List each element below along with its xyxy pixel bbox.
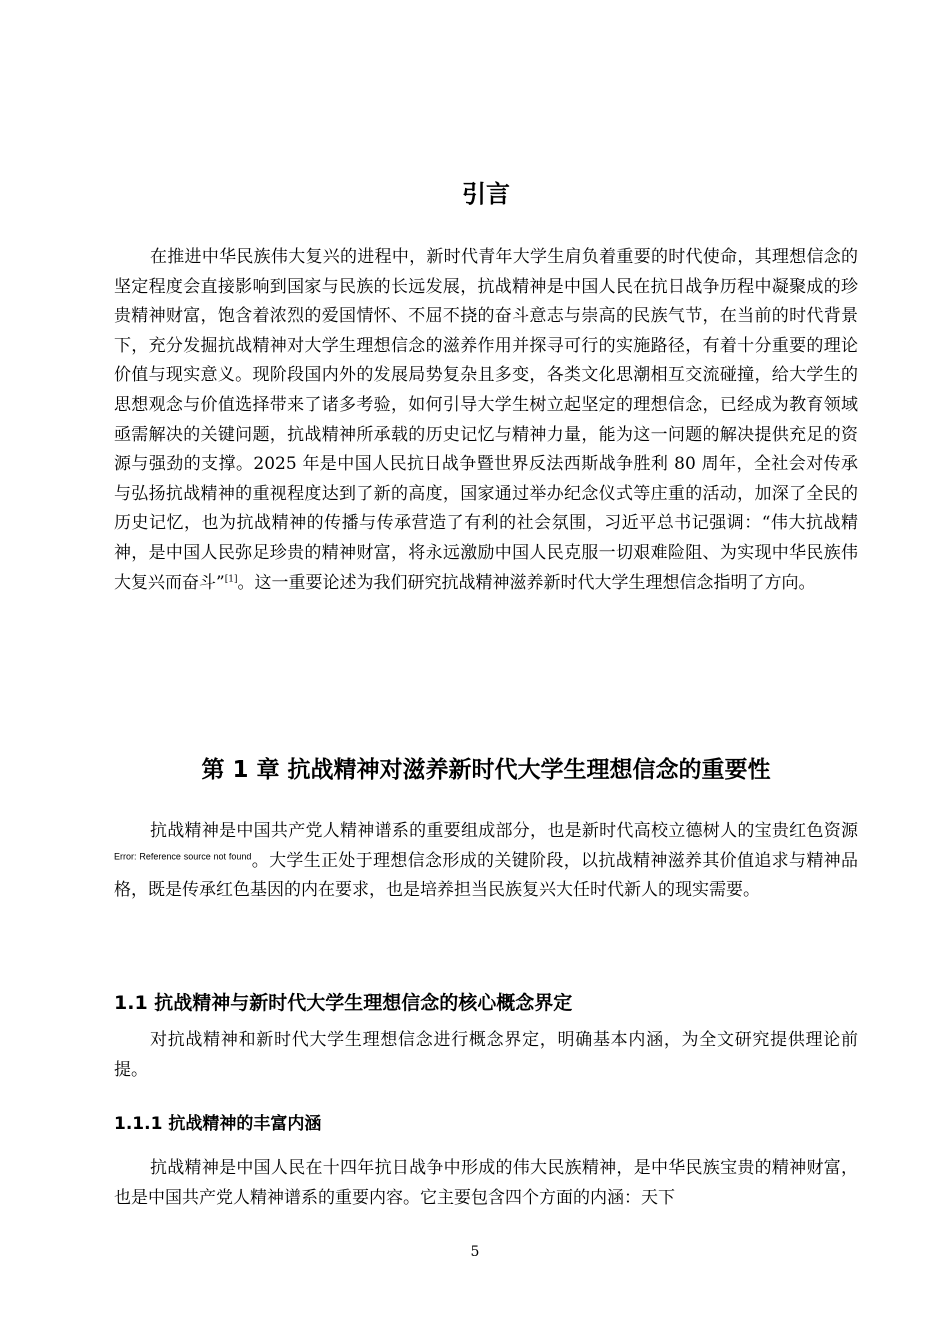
- intro-text: 在推进中华民族伟大复兴的进程中，新时代青年大学生肩负着重要的时代使命，其理想信念的坚定程度会直接影响到国家与民族的长远发展，抗战精神是中国人民在抗日战争历程中凝聚成的珍贵精神财富，饱含着浓烈的爱国情怀、不屈不挠的奋斗意志与崇高的民族气节，在当前的时代背景下，充分发掘抗战精神对大学生理想信念的滋养作用并探寻可行的实施路径，有着十分重要的理论价值与现实意义。现阶段国内外的发展局势复杂且多变，各类文化思潮相互交流碰撞，给大学生的思想观念与价值选择带来了诸多考验，如何引导大学生树立起坚定的理想信念，已经成为教育领域亟需解决的关键问题，抗战精神所承载的历史记忆与精神力量，能为这一问题的解决提供充足的资源与强劲的支撑。2025 年是中国人民抗日战争暨世界反法西斯战争胜利 80 周年，全社会对传承与弘扬抗战精神的重视程度达到了新的高度，国家通过举办纪念仪式等庄重的活动，加深了全民的历史记忆，也为抗战精神的传播与传承营造了有利的社会氛围，习近平总书记强调：“伟大抗战精神，是中国人民弥足珍贵的精神财富，将永远激励中国人民克服一切艰难险阻、为实现中华民族伟大复兴而奋斗”: [114, 247, 858, 593]
- citation-mark: [1]: [224, 573, 238, 584]
- error-reference: Error: Reference source not found: [114, 850, 252, 861]
- section-body: [114, 1026, 858, 1085]
- intro-paragraph: [114, 243, 858, 598]
- subsection-title: 1.1.1 抗战精神的丰富内涵: [114, 1114, 322, 1134]
- subsection-heading-block: [114, 1112, 858, 1136]
- subsection-paragraph: 抗战精神是中国人民在十四年抗日战争中形成的伟大民族精神，是中华民族宝贵的精神财富，也是中国共产党人精神谱系的重要内容。它主要包含四个方面的内涵：天下: [114, 1158, 858, 1208]
- intro-title: 引言: [462, 180, 510, 208]
- chapter-text-end: 。大学生正处于理想信念形成的关键阶段，以抗战精神滋养其价值追求与精神品格，既是传承红色基因的内在要求，也是培养担当民族复兴大任时代新人的现实需要。: [114, 850, 859, 901]
- page-number: 5: [470, 1244, 480, 1260]
- section-title: 1.1 抗战精神与新时代大学生理想信念的核心概念界定: [114, 992, 573, 1014]
- chapter-body: [114, 817, 858, 906]
- intro-heading-block: [114, 178, 858, 210]
- section-heading-block: [114, 990, 858, 1016]
- chapter-title: 第 1 章 抗战精神对滋养新时代大学生理想信念的重要性: [201, 757, 771, 783]
- chapter-text: 抗战精神是中国共产党人精神谱系的重要组成部分，也是新时代高校立德树人的宝贵红色资源: [150, 821, 858, 841]
- intro-body: [114, 243, 858, 598]
- chapter-heading-block: [114, 755, 858, 785]
- chapter-paragraph: [114, 817, 858, 906]
- section-paragraph: 对抗战精神和新时代大学生理想信念进行概念界定，明确基本内涵，为全文研究提供理论前提。: [114, 1030, 858, 1080]
- intro-text-end: 。这一重要论述为我们研究抗战精神滋养新时代大学生理想信念指明了方向。: [237, 572, 816, 593]
- subsection-body: [114, 1154, 858, 1213]
